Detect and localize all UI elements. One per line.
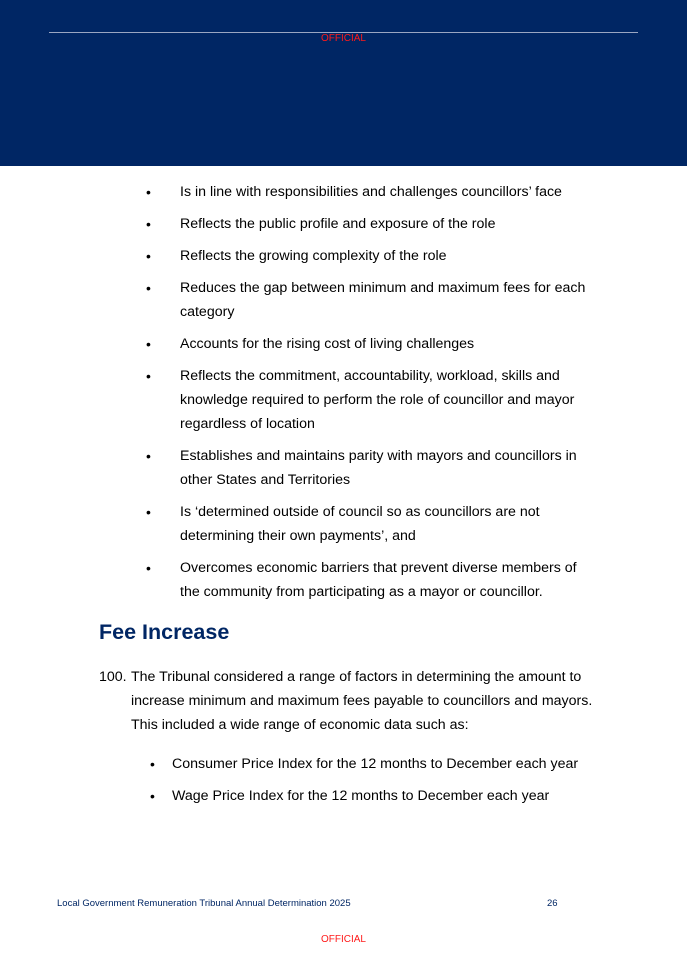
classification-label-top: OFFICIAL (320, 33, 366, 44)
list-item-text: Accounts for the rising cost of living challenges (180, 336, 475, 352)
list-item (146, 364, 596, 436)
list-item (146, 180, 596, 204)
list-item (146, 500, 596, 548)
list-item-text: Reflects the growing complexity of the role (180, 248, 447, 264)
list-item-text: Wage Price Index for the 12 months to December each year (172, 788, 550, 804)
criteria-bullet-list (146, 180, 596, 612)
list-item-text: Reflects the commitment, accountability, workload, skills and knowledge required to perform the role of councillor and mayor regardless of location (180, 368, 575, 432)
bullet-icon: • (150, 756, 155, 772)
list-item (146, 444, 596, 492)
list-item (146, 276, 596, 324)
bullet-icon: • (146, 368, 151, 384)
list-item (146, 332, 596, 356)
header-band (0, 0, 687, 166)
section-heading: Fee Increase (99, 620, 230, 644)
list-item-text: Is ‘determined outside of council so as councillors are not determining their own payments’, and (180, 504, 540, 544)
classification-label-bottom: OFFICIAL (320, 934, 366, 945)
bullet-icon: • (146, 448, 151, 464)
list-item (146, 556, 596, 604)
list-item-text: Reflects the public profile and exposure of the role (180, 216, 496, 232)
bullet-icon: • (146, 336, 151, 352)
list-item-text: Is in line with responsibilities and challenges councillors’ face (180, 184, 562, 200)
list-item-text: Establishes and maintains parity with mayors and councillors in other States and Territories (180, 448, 577, 488)
bullet-icon: • (146, 216, 151, 232)
list-item-text: Reduces the gap between minimum and maximum fees for each category (180, 280, 586, 320)
footer-document-title: Local Government Remuneration Tribunal Annual Determination 2025 (57, 898, 351, 909)
economic-data-bullet-list (150, 752, 600, 816)
bullet-icon: • (146, 560, 151, 576)
bullet-icon: • (150, 788, 155, 804)
bullet-icon: • (146, 248, 151, 264)
list-item-text: Consumer Price Index for the 12 months to December each year (172, 756, 579, 772)
list-item (146, 244, 596, 268)
list-item (146, 212, 596, 236)
list-item (150, 752, 600, 776)
list-item (150, 784, 600, 808)
list-item-text: Overcomes economic barriers that prevent diverse members of the community from participating as a mayor or councillor. (180, 560, 577, 600)
numbered-paragraph (99, 665, 599, 737)
bullet-icon: • (146, 504, 151, 520)
bullet-icon: • (146, 280, 151, 296)
bullet-icon: • (146, 184, 151, 200)
footer-page-number: 26 (547, 898, 558, 909)
paragraph-text: The Tribunal considered a range of factors in determining the amount to increase minimum and maximum fees payable to councillors and mayors. This included a wide range of economic data such as: (131, 669, 593, 733)
paragraph-number: 100. (99, 669, 127, 685)
